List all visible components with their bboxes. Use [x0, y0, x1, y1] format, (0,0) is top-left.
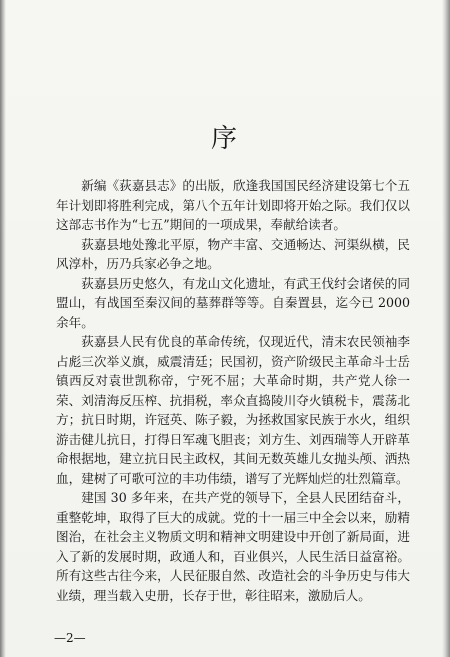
paragraph-3: 荻嘉县历史悠久，有龙山文化遗址，有武王伐纣会诸侯的同盟山，有战国至秦汉间的墓葬群等等。自秦置县，迄今已 2000 余年。 — [56, 275, 410, 330]
page-number: —2— — [54, 631, 86, 645]
preface-body — [56, 176, 410, 605]
page-left-edge-shadow — [0, 0, 6, 657]
paragraph-5: 建国 30 多年来，在共产党的领导下，全县人民团结奋斗，重整乾坤，取得了巨大的成就。党的十一届三中全会以来，励精图治，在社会主义物质文明和精神文明建设中开创了新局面，进入了新的发展时期，政通人和，百业俱兴，人民生活日益富裕。所有这些古往今来，人民征服自然、改造社会的斗争历史与伟大业绩，理当载入史册，长存于世，彰往昭来，激励后人。 — [56, 490, 410, 603]
paragraph-2: 荻嘉县地处豫北平原，物产丰富、交通畅达、河渠纵横，民风淳朴，历乃兵家必争之地。 — [56, 236, 410, 271]
paragraph-1: 新编《荻嘉县志》的出版，欣逢我国国民经济建设第七个五年计划即将胜利完成，第八个五年计划即将开始之际。我们仅以这部志书作为“七五”期间的一项成果，奉献给读者。 — [56, 178, 410, 232]
paragraph-4: 荻嘉县人民有优良的革命传统，仅现近代，清末农民领袖李占彪三次举义旗，威震清廷；民国初，资产阶级民主革命斗士岳镇西反对袁世凯称帝，宁死不屈；大革命时期，共产党人徐一荣、刘清海反压榨、抗捐税，率众直捣陵川夺火镇税卡，震荡北方；抗日时期，许冠英、陈子毅，为拯救国家民族于水火，组织游击健儿抗日，打得日军魂飞胆丧；刘方生、刘西瑞等人开辟革命根据地，建立抗日民主政权，其间无数英雄儿女抛头颅、洒热血，建树了可歌可泣的丰功伟绩，谱写了光辉灿烂的壮烈篇章。 — [56, 334, 410, 486]
preface-title: 序 — [210, 124, 239, 154]
page-right-edge-shadow — [442, 0, 450, 657]
